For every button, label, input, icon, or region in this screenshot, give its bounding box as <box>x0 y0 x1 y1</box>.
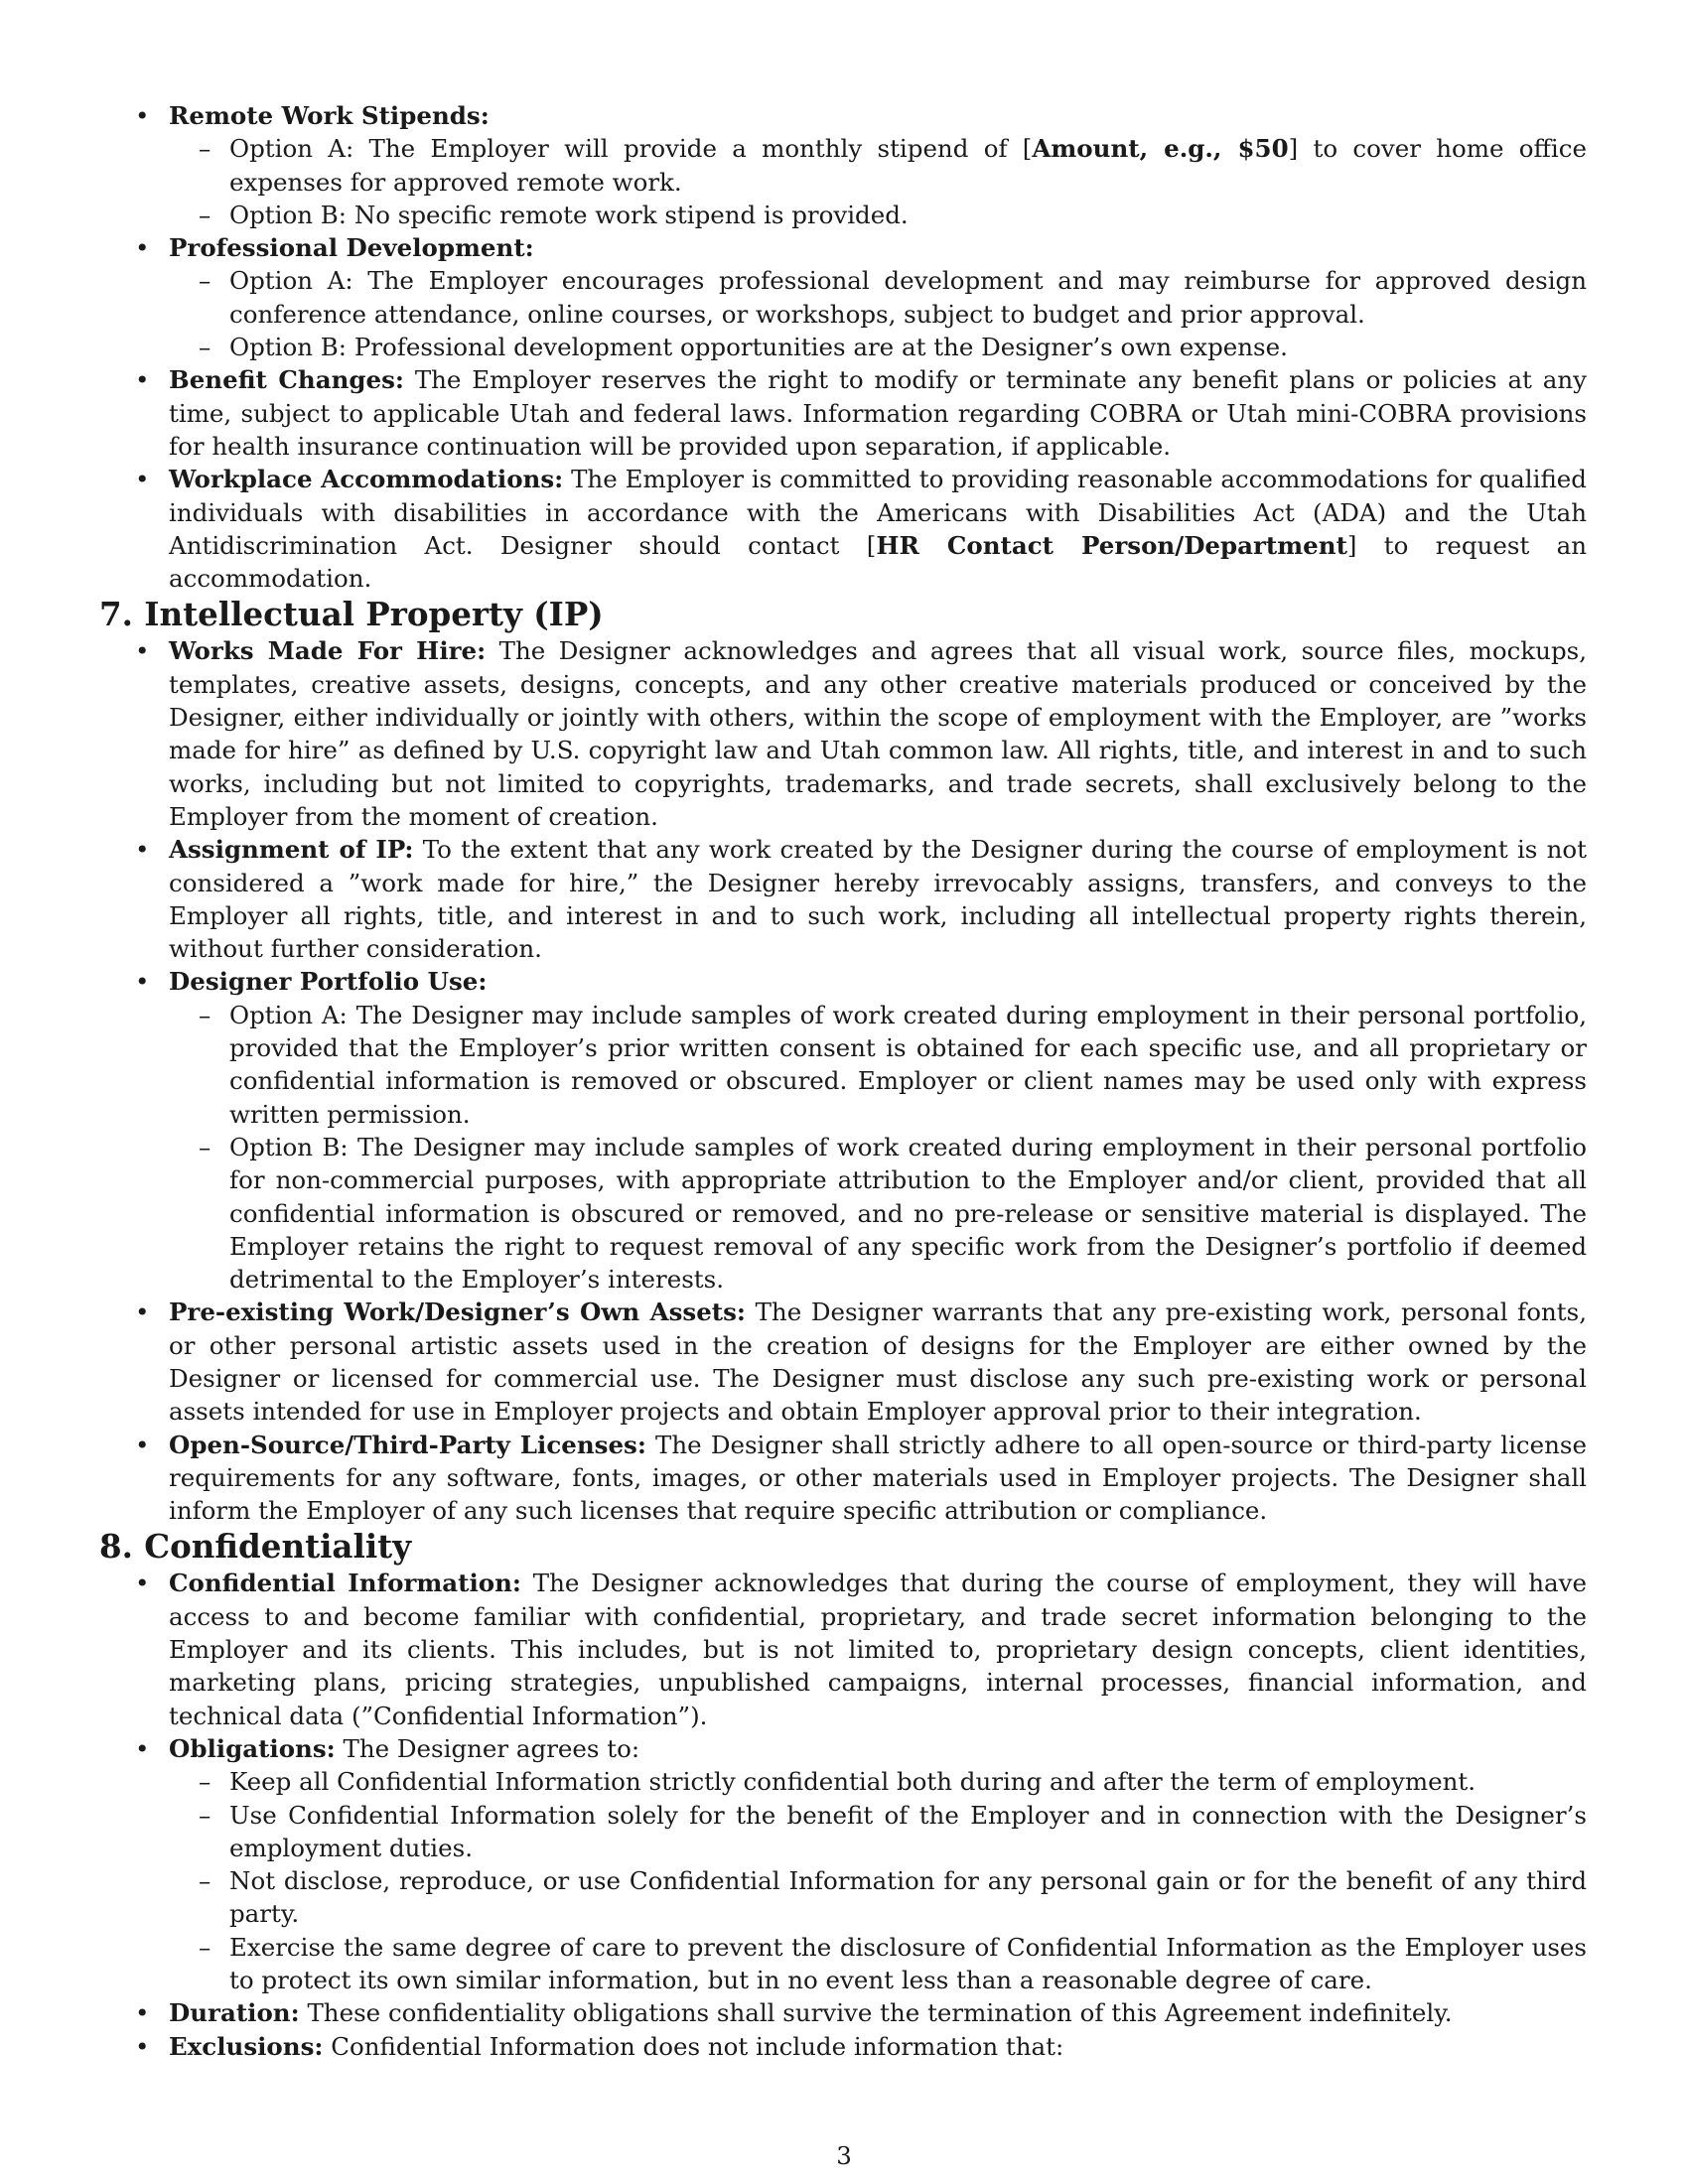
option-text: Option A: The Employer encourages professional development and may reimburse for approved design conference attendance, online courses, or workshops, subject to budget and prior approval. <box>229 266 1587 329</box>
item-title: Open-Source/Third-Party Licenses: <box>169 1430 646 1459</box>
page-content <box>99 99 1587 2063</box>
bullet-icon: • <box>135 465 150 494</box>
list-item-open-source-licenses <box>99 1429 1587 1528</box>
option-text: ] to cover home office expenses for approved remote work. <box>229 134 1587 197</box>
obligation-text: Not disclose, reproduce, or use Confidential Information for any personal gain or for the benefit of any third party. <box>229 1866 1587 1929</box>
list-item-duration <box>99 1996 1587 2029</box>
confidentiality-list <box>99 1567 1587 2062</box>
item-title: Assignment of IP: <box>169 835 414 865</box>
list-item-assignment-of-ip <box>99 833 1587 965</box>
obligation-text: Exercise the same degree of care to prevent the disclosure of Confidential Information as the Employer uses to protect its own similar information, but in no event less than a reasonable degree of care. <box>229 1932 1587 1995</box>
item-title: Benefit Changes: <box>169 365 404 395</box>
placeholder-amount: Amount, e.g., $50 <box>1032 134 1289 164</box>
list-item-remote-work-stipends <box>99 99 1587 231</box>
item-title: Duration: <box>169 1998 300 2028</box>
dash-icon: – <box>199 1800 211 1830</box>
dash-icon: – <box>199 333 211 362</box>
item-title: Confidential Information: <box>169 1569 521 1598</box>
bullet-icon: • <box>135 835 150 865</box>
option-text: Option B: The Designer may include samples of work created during employment in their personal portfolio for non-commercial purposes, with appropriate attribution to the Employer and/or client, provided that all confidential information is obscured or removed, and no pre-release or sensitive material is displayed. The Employer retains the right to request removal of any specific work from the Designer’s portfolio if deemed detrimental to the Employer’s interests. <box>229 1132 1587 1295</box>
benefits-list <box>99 99 1587 595</box>
list-item-pre-existing-work <box>99 1296 1587 1428</box>
list-item-works-made-for-hire <box>99 634 1587 833</box>
list-item-designer-portfolio-use <box>99 965 1587 1296</box>
item-title: Professional Development: <box>169 233 534 263</box>
dash-icon: – <box>199 134 211 164</box>
list-item-confidential-information <box>99 1567 1587 1731</box>
sub-list <box>169 999 1587 1297</box>
dash-icon: – <box>199 1932 211 1962</box>
item-title: Obligations: <box>169 1733 336 1763</box>
ip-list <box>99 634 1587 1527</box>
item-text: The Employer reserves the right to modify or terminate any benefit plans or policies at any time, subject to applicable Utah and federal laws. Information regarding COBRA or Utah mini-COBRA provisions for health insurance continuation will be provided upon separation, if applicable. <box>169 365 1587 461</box>
sub-item-option-a <box>169 132 1587 199</box>
sub-item-option-b <box>169 199 1587 231</box>
section-heading-ip: 7. Intellectual Property (IP) <box>99 595 604 634</box>
item-title: Works Made For Hire: <box>169 636 487 666</box>
dash-icon: – <box>199 1132 211 1161</box>
item-title: Exclusions: <box>169 2031 324 2061</box>
item-text: ] to request an accommodation. <box>169 530 1588 594</box>
list-item-exclusions <box>99 2030 1587 2063</box>
sub-item-obligation <box>169 1799 1587 1865</box>
bullet-icon: • <box>135 2031 150 2061</box>
bullet-icon: • <box>135 365 150 395</box>
item-title: Pre-existing Work/Designer’s Own Assets: <box>169 1297 746 1327</box>
sub-item-option-b <box>169 331 1587 363</box>
item-text: These confidentiality obligations shall survive the termination of this Agreement indefinitely. <box>299 1998 1453 2028</box>
sub-item-obligation <box>169 1864 1587 1931</box>
bullet-icon: • <box>135 967 150 997</box>
item-text: The Designer acknowledges that during the course of employment, they will have access to and become familiar with confidential, proprietary, and trade secret information belonging to the Employer and its clients. This includes, but is not limited to, proprietary design concepts, client identities, marketing plans, pricing strategies, unpublished campaigns, internal processes, financial information, and technical data (”Confidential Information”). <box>169 1569 1587 1730</box>
bullet-icon: • <box>135 1569 150 1598</box>
item-text: To the extent that any work created by the Designer during the course of employment is not considered a ”work made for hire,” the Designer hereby irrevocably assigns, transfers, and conveys to the Employer all rights, title, and interest in and to such work, including all intellectual property rights therein, without further consideration. <box>169 835 1587 964</box>
list-item-benefit-changes <box>99 363 1587 463</box>
obligation-text: Use Confidential Information solely for the benefit of the Employer and in connection with the Designer’s employment duties. <box>229 1800 1587 1862</box>
dash-icon: – <box>199 1866 211 1896</box>
bullet-icon: • <box>135 1430 150 1459</box>
list-item-workplace-accommodations <box>99 463 1587 595</box>
bullet-icon: • <box>135 636 150 666</box>
placeholder-hr-contact: HR Contact Person/Department <box>876 530 1347 560</box>
sub-item-obligation <box>169 1765 1587 1798</box>
dash-icon: – <box>199 266 211 296</box>
item-text: The Designer agrees to: <box>335 1733 640 1763</box>
option-text: Option B: Professional development opportunities are at the Designer’s own expense. <box>229 333 1288 362</box>
bullet-icon: • <box>135 1998 150 2028</box>
bullet-icon: • <box>135 233 150 263</box>
sub-item-obligation <box>169 1931 1587 1997</box>
list-item-professional-development <box>99 231 1587 363</box>
page-number: 3 <box>836 2141 852 2170</box>
sub-list <box>169 132 1587 231</box>
item-text: Confidential Information does not include information that: <box>323 2031 1064 2061</box>
item-title: Designer Portfolio Use: <box>169 967 488 997</box>
item-title: Workplace Accommodations: <box>169 465 564 494</box>
dash-icon: – <box>199 1000 211 1029</box>
sub-item-option-b <box>169 1131 1587 1296</box>
sub-list <box>169 264 1587 363</box>
item-text: The Employer is committed to providing reasonable accommodations for qualified individuals with disabilities in accordance with the Americans with Disabilities Act (ADA) and the Utah Antidiscrimination Act. Designer should contact [ <box>169 465 1587 560</box>
section-heading-confidentiality: 8. Confidentiality <box>99 1527 412 1567</box>
sub-item-option-a <box>169 999 1587 1131</box>
option-text: Option A: The Employer will provide a monthly stipend of [ <box>229 134 1033 164</box>
option-text: Option B: No specific remote work stipend is provided. <box>229 200 909 229</box>
item-title: Remote Work Stipends: <box>169 101 490 130</box>
bullet-icon: • <box>135 1733 150 1763</box>
sub-item-option-a <box>169 264 1587 331</box>
item-text: The Designer shall strictly adhere to all open-source or third-party license requirements for any software, fonts, images, or other materials used in Employer projects. The Designer shall inform the Employer of any such licenses that require specific attribution or compliance. <box>169 1430 1587 1526</box>
item-text: The Designer acknowledges and agrees that all visual work, source files, mockups, templates, creative assets, designs, concepts, and any other creative materials produced or conceived by the Designer, either individually or jointly with others, within the scope of employment with the Employer, are ”works made for hire” as defined by U.S. copyright law and Utah common law. All rights, title, and interest in and to such works, including but not limited to copyrights, trademarks, and trade secrets, shall exclusively belong to the Employer from the moment of creation. <box>169 636 1587 831</box>
list-item-obligations <box>99 1732 1587 1996</box>
item-text: The Designer warrants that any pre-existing work, personal fonts, or other personal artistic assets used in the creation of designs for the Employer are either owned by the Designer or licensed for commercial use. The Designer must disclose any such pre-existing work or personal assets intended for use in Employer projects and obtain Employer approval prior to their integration. <box>169 1297 1587 1427</box>
dash-icon: – <box>199 1767 211 1797</box>
dash-icon: – <box>199 200 211 229</box>
obligation-text: Keep all Confidential Information strictly confidential both during and after the term of employment. <box>229 1767 1477 1797</box>
sub-list <box>169 1765 1587 1996</box>
bullet-icon: • <box>135 101 150 130</box>
option-text: Option A: The Designer may include samples of work created during employment in their personal portfolio, provided that the Employer’s prior written consent is obtained for each specific use, and all proprietary or confidential information is removed or obscured. Employer or client names may be used only with express written permission. <box>229 1000 1587 1129</box>
bullet-icon: • <box>135 1297 150 1327</box>
